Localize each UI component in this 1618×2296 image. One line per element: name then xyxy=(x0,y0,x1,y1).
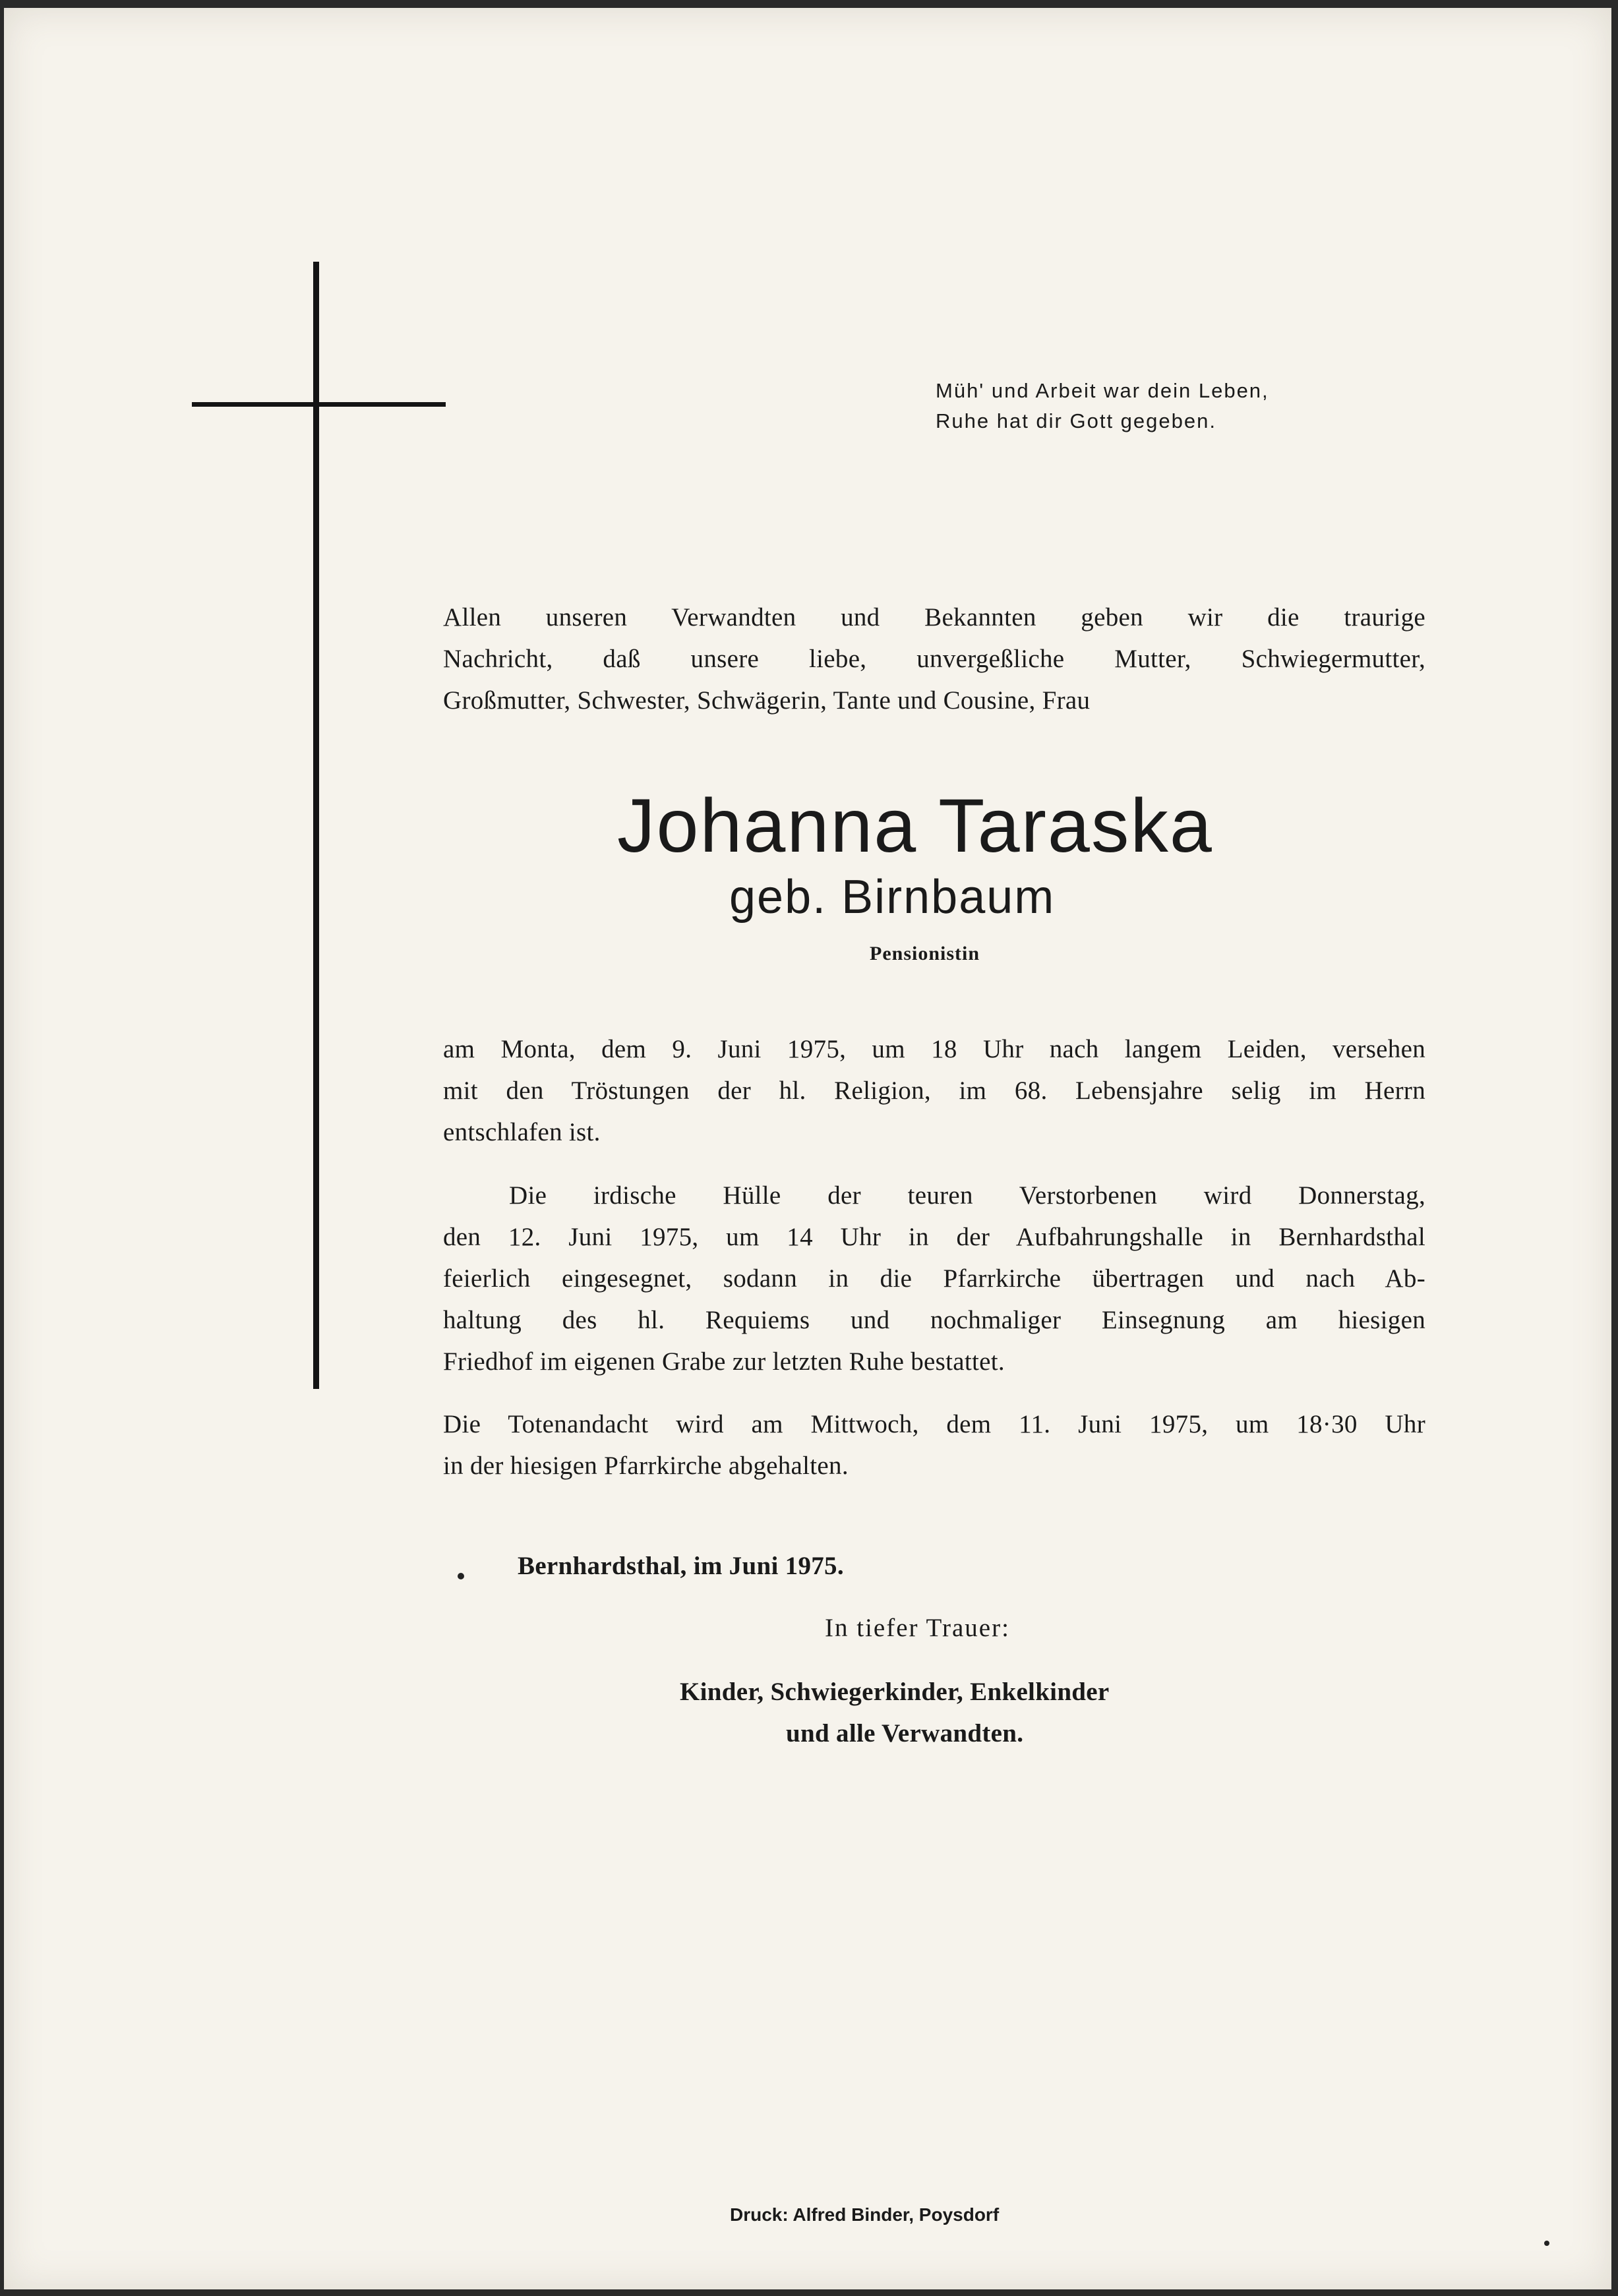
funeral-line-2: den 12. Juni 1975, um 14 Uhr in der Aufbahrungshalle in Bernhardsthal xyxy=(443,1223,1425,1251)
intro-line-3: Großmutter, Schwester, Schwägerin, Tante und Cousine, Frau xyxy=(443,686,1091,715)
bullet-dot xyxy=(458,1573,464,1579)
death-notice-paragraph xyxy=(443,1028,1425,1153)
deceased-maiden-name: geb. Birnbaum xyxy=(729,871,1056,924)
death-notice-line-2: mit den Tröstungen der hl. Religion, im 68. Lebensjahre selig im Herrn xyxy=(443,1076,1425,1105)
cross-vertical-bar xyxy=(313,262,319,1389)
intro-paragraph xyxy=(443,597,1425,721)
intro-line-2: Nachricht, daß unsere liebe, unvergeßliche Mutter, Schwiegermutter, xyxy=(443,645,1425,673)
funeral-line-1: Die irdische Hülle der teuren Verstorbenen wird Donnerstag, xyxy=(509,1181,1425,1210)
place-date: Bernhardsthal, im Juni 1975. xyxy=(518,1552,844,1580)
mourning-line: In tiefer Trauer: xyxy=(825,1614,1010,1642)
printer-credit: Druck: Alfred Binder, Poysdorf xyxy=(730,2204,1000,2225)
death-notice-line-3: entschlafen ist. xyxy=(443,1118,601,1146)
funeral-line-5: Friedhof im eigenen Grabe zur letzten Ruhe bestattet. xyxy=(443,1347,1005,1376)
deceased-title: Pensionistin xyxy=(870,943,980,964)
cross-horizontal-bar xyxy=(192,402,446,407)
vigil-line-2: in der hiesigen Pfarrkirche abgehalten. xyxy=(443,1452,849,1480)
vigil-line-1: Die Totenandacht wird am Mittwoch, dem 11. Juni 1975, um 18·30 Uhr xyxy=(443,1410,1425,1438)
funeral-line-3: feierlich eingesegnet, sodann in die Pfarrkirche übertragen und nach Ab- xyxy=(443,1264,1425,1293)
signatories-line-2: und alle Verwandten. xyxy=(786,1719,1024,1748)
motto-line-1: Müh' und Arbeit war dein Leben, xyxy=(936,379,1269,402)
deceased-name: Johanna Taraska xyxy=(617,784,1213,868)
signatories-line-1: Kinder, Schwiegerkinder, Enkelkinder xyxy=(680,1678,1110,1706)
speck-dot xyxy=(1544,2241,1549,2246)
motto-line-2: Ruhe hat dir Gott gegeben. xyxy=(936,409,1216,432)
funeral-line-4: haltung des hl. Requiems und nochmaliger Einsegnung am hiesigen xyxy=(443,1306,1425,1334)
vigil-paragraph xyxy=(443,1403,1425,1487)
death-notice-line-1: am Monta, dem 9. Juni 1975, um 18 Uhr nach langem Leiden, versehen xyxy=(443,1035,1425,1063)
obituary-sheet xyxy=(4,8,1611,2289)
intro-line-1: Allen unseren Verwandten und Bekannten geben wir die traurige xyxy=(443,603,1425,632)
funeral-paragraph xyxy=(443,1175,1425,1382)
